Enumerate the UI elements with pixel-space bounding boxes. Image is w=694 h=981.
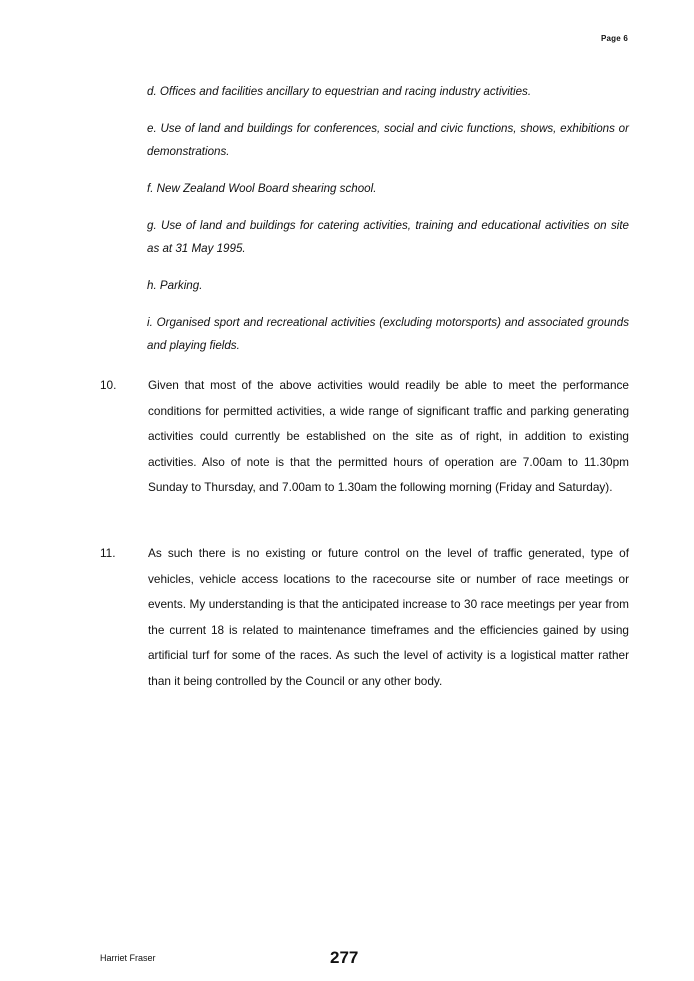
sub-item-i: i. Organised sport and recreational activities (excluding motorsports) and associated grounds and playing fields.	[147, 316, 629, 352]
sub-item-d: d. Offices and facilities ancillary to equestrian and racing industry activities.	[147, 85, 532, 98]
paragraph-10	[100, 373, 629, 501]
sub-item-h: h. Parking.	[147, 279, 203, 292]
paragraph-number: 10.	[100, 378, 117, 392]
page-label: Page 6	[601, 34, 628, 43]
paragraph-text: Given that most of the above activities would readily be able to meet the performance conditions for permitted activities, a wide range of significant traffic and parking generating activities could currently be established on the site as of right, in addition to existing activities. Also of note is that the permitted hours of operation are 7.00am to 11.30pm Sunday to Thursday, and 7.00am to 1.30am the following morning (Friday and Saturday).	[148, 378, 629, 495]
paragraph-number: 11.	[100, 546, 116, 560]
paragraph-11	[100, 541, 629, 695]
paragraph-text: As such there is no existing or future control on the level of traffic generated, type of vehicles, vehicle access locations to the racecourse site or number of race meetings or events. My understanding is that the anticipated increase to 30 race meetings per year from the current 18 is related to maintenance timeframes and the efficiencies gained by using artificial turf for some of the races. As such the level of activity is a logistical matter rather than it being controlled by the Council or any other body.	[148, 546, 629, 688]
sub-item-f: f. New Zealand Wool Board shearing school.	[147, 182, 377, 195]
activity-sub-list	[147, 80, 629, 357]
footer-page-number: 277	[330, 948, 359, 967]
sub-item-g: g. Use of land and buildings for catering activities, training and educational activities on site as at 31 May 1995.	[147, 219, 629, 255]
sub-item-e: e. Use of land and buildings for conferences, social and civic functions, shows, exhibitions or demonstrations.	[147, 122, 629, 158]
footer-author: Harriet Fraser	[100, 953, 156, 963]
